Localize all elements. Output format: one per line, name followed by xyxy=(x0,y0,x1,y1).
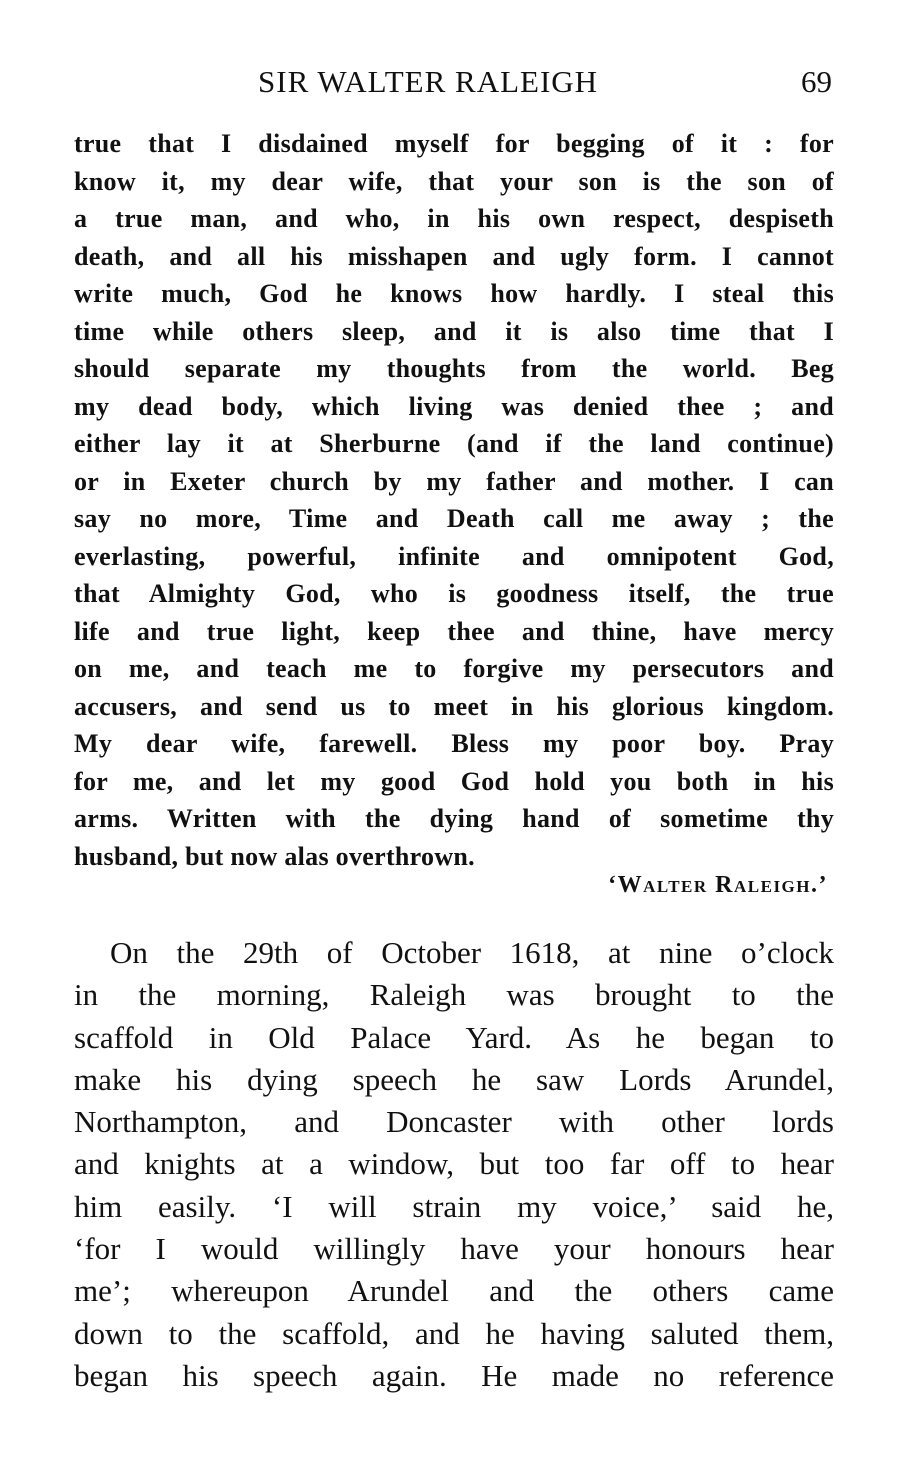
narrative-line: Northampton, and Doncaster with other lords xyxy=(74,1104,834,1140)
letter-signature: ‘Walter Raleigh.’ xyxy=(608,872,828,898)
letter-line: My dear wife, farewell. Bless my poor boy. Pray xyxy=(74,729,834,758)
narrative-line: in the morning, Raleigh was brought to the xyxy=(74,977,834,1013)
page-header xyxy=(0,62,900,102)
narrative-line: began his speech again. He made no reference xyxy=(74,1357,834,1393)
letter-line: accusers, and send us to meet in his glorious kingdom. xyxy=(74,691,834,721)
letter-line: say no more, Time and Death call me away ; the xyxy=(74,504,834,533)
letter-line: or in Exeter church by my father and mother. I can xyxy=(74,466,834,496)
letter-line: for me, and let my good God hold you both in his xyxy=(74,766,834,796)
letter-line: life and true light, keep thee and thine, have mercy xyxy=(74,616,834,646)
letter-line: everlasting, powerful, infinite and omnipotent God, xyxy=(74,541,834,571)
narrative-line: and knights at a window, but too far off to hear xyxy=(74,1146,834,1182)
narrative-line: scaffold in Old Palace Yard. As he began to xyxy=(74,1019,834,1055)
letter-line: time while others sleep, and it is also time that I xyxy=(74,316,834,346)
narrative-line: me’; whereupon Arundel and the others came xyxy=(74,1273,834,1309)
letter-text xyxy=(74,125,834,875)
letter-line: husband, but now alas overthrown. xyxy=(74,841,475,871)
narrative-line: On the 29th of October 1618, at nine o’clock xyxy=(110,935,834,970)
letter-line: a true man, and who, in his own respect, despiseth xyxy=(74,204,834,233)
narrative-line: down to the scaffold, and he having saluted them, xyxy=(74,1315,834,1351)
narrative-line: make his dying speech he saw Lords Arundel, xyxy=(74,1061,834,1097)
letter-line: arms. Written with the dying hand of sometime thy xyxy=(74,804,834,833)
letter-line: know it, my dear wife, that your son is the son of xyxy=(74,166,834,196)
letter-line: either lay it at Sherburne (and if the land continue) xyxy=(74,429,834,458)
letter-line: my dead body, which living was denied thee ; and xyxy=(74,391,834,421)
letter-line: death, and all his misshapen and ugly form. I cannot xyxy=(74,241,834,271)
letter-line: true that I disdained myself for begging of it : for xyxy=(74,129,834,158)
letter-line: write much, God he knows how hardly. I steal this xyxy=(74,279,834,308)
narrative-line: ‘for I would willingly have your honours hear xyxy=(74,1231,834,1267)
letter-line: that Almighty God, who is goodness itself, the true xyxy=(74,579,834,608)
letter-line: should separate my thoughts from the world. Beg xyxy=(74,354,834,383)
narrative-line: him easily. ‘I will strain my voice,’ said he, xyxy=(74,1188,834,1224)
page-number: 69 xyxy=(801,64,832,99)
running-title: SIR WALTER RALEIGH xyxy=(258,64,599,99)
letter-line: on me, and teach me to forgive my persecutors and xyxy=(74,654,834,683)
narrative-paragraph xyxy=(74,932,834,1397)
